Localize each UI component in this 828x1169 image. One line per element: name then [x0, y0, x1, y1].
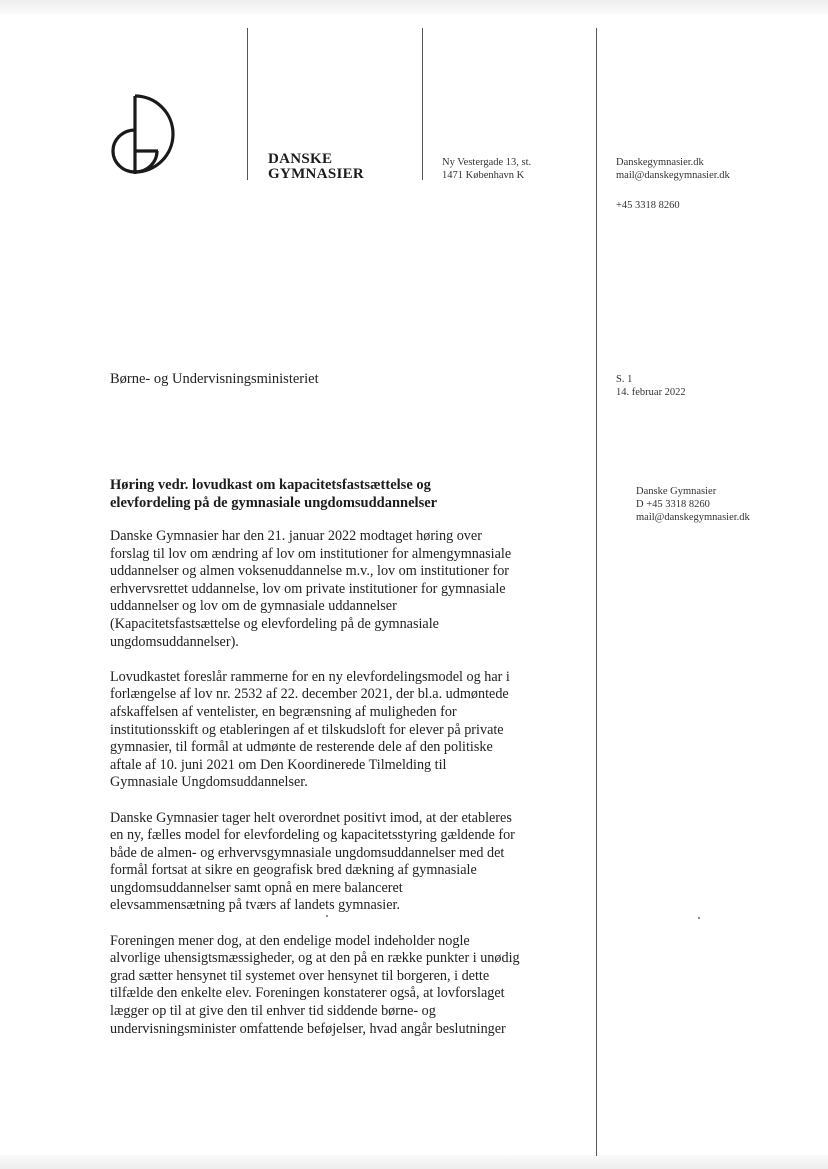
body-line: tilfælde den enkelte elev. Foreningen konstaterer også, at lovforslaget — [110, 985, 505, 1002]
scan-edge-bottom — [0, 1155, 828, 1169]
body-line: erhvervsrettet uddannelse, lov om private institutioner for gymnasiale — [110, 580, 506, 597]
recipient-name: Børne- og Undervisningsministeriet — [110, 371, 319, 387]
paragraph-1 — [110, 528, 590, 651]
organization-name — [268, 152, 364, 182]
letter-date: 14. februar 2022 — [616, 387, 686, 398]
org-name-line: GYMNASIER — [268, 166, 365, 182]
divider-line-3 — [596, 28, 597, 1156]
scan-edge-top — [0, 0, 828, 14]
body-line: Lovudkastet foreslår rammerne for en ny elevfordelingsmodel og har i — [110, 668, 510, 685]
body-line: grad sætter hensynet til systemet over hensynet til borgeren, i dette — [110, 967, 490, 984]
body-line: undervisningsminister omfattende beføjelser, hvad angår beslutninger — [110, 1020, 506, 1037]
sender-line: mail@danskegymnasier.dk — [636, 512, 750, 523]
body-line: Danske Gymnasier tager helt overordnet positivt imod, at der etableres — [110, 809, 512, 826]
divider-line-1 — [247, 28, 248, 180]
body-line: gymnasier, til formål at udmønte de resterende dele af den politiske — [110, 739, 493, 756]
body-line: uddannelser og almen voksenuddannelse m.v., lov om institutioner for — [110, 563, 510, 580]
body-line: både de almen- og erhvervsgymnasiale ungdomsuddannelser med det — [110, 844, 505, 861]
sender-block — [636, 485, 750, 524]
sender-line: Danske Gymnasier — [636, 486, 717, 497]
body-line: Danske Gymnasier har den 21. januar 2022 modtaget høring over — [110, 528, 482, 544]
body-line: afskaffelsen af ventelister, en begrænsning af muligheden for — [110, 703, 457, 720]
subject-line: Høring vedr. lovudkast om kapacitetsfastsættelse og — [110, 477, 431, 493]
body-line: forlængelse af lov nr. 2532 af 22. december 2021, der bl.a. udmøntede — [110, 686, 509, 703]
website-text: Danskegymnasier.dk — [616, 157, 704, 168]
body-line: aftale af 10. juni 2021 om Den Koordinerede Tilmelding til — [110, 756, 447, 773]
address-line: Ny Vestergade 13, st. — [442, 157, 532, 168]
postal-address — [442, 156, 531, 182]
org-name-line: DANSKE — [268, 151, 333, 167]
body-line: alvorlige uhensigtsmæssigheder, og at den på en række punkter i unødig — [110, 950, 520, 967]
scan-speck — [326, 915, 328, 917]
body-line: formål fortsat at sikre en geografisk bred dækning af gymnasiale — [110, 862, 477, 879]
sender-line: D +45 3318 8260 — [636, 499, 710, 510]
body-line: Gymnasiale Ungdomsuddannelser. — [110, 774, 308, 791]
body-line: ungdomsuddannelser). — [110, 633, 239, 650]
page-info — [616, 373, 686, 399]
divider-line-2 — [422, 28, 423, 180]
address-line: 1471 København K — [442, 170, 525, 181]
contact-info — [616, 156, 730, 182]
page-number: S. 1 — [616, 374, 633, 385]
letter-subject — [110, 476, 580, 512]
paragraph-3 — [110, 810, 590, 916]
body-line: elevsammensætning på tværs af landets gymnasier. — [110, 897, 400, 914]
body-line: forslag til lov om ændring af lov om institutioner for almengymnasiale — [110, 545, 512, 562]
body-line: (Kapacitetsfastsættelse og elevfordeling på de gymnasiale — [110, 615, 439, 632]
letter-body — [110, 528, 590, 1056]
body-line: ungdomsuddannelser samt opnå en mere balanceret — [110, 879, 403, 896]
body-line: Foreningen mener dog, at den endelige model indeholder nogle — [110, 932, 470, 949]
danske-gymnasier-logo — [106, 92, 184, 176]
phone-number: +45 3318 8260 — [616, 200, 680, 211]
body-line: institutionsskift og etableringen af et tilskudsloft for elever på private — [110, 721, 504, 738]
subject-line: elevfordeling på de gymnasiale ungdomsuddannelser — [110, 495, 438, 511]
paragraph-2 — [110, 669, 590, 792]
body-line: en ny, fælles model for elevfordeling og kapacitetsstyring gældende for — [110, 827, 515, 844]
body-line: uddannelser og lov om de gymnasiale uddannelser — [110, 598, 397, 615]
body-line: lægger op til at give den til enhver tid siddende børne- og — [110, 1003, 436, 1020]
scan-speck — [698, 917, 700, 919]
paragraph-4 — [110, 933, 590, 1039]
email-text: mail@danskegymnasier.dk — [616, 170, 730, 181]
